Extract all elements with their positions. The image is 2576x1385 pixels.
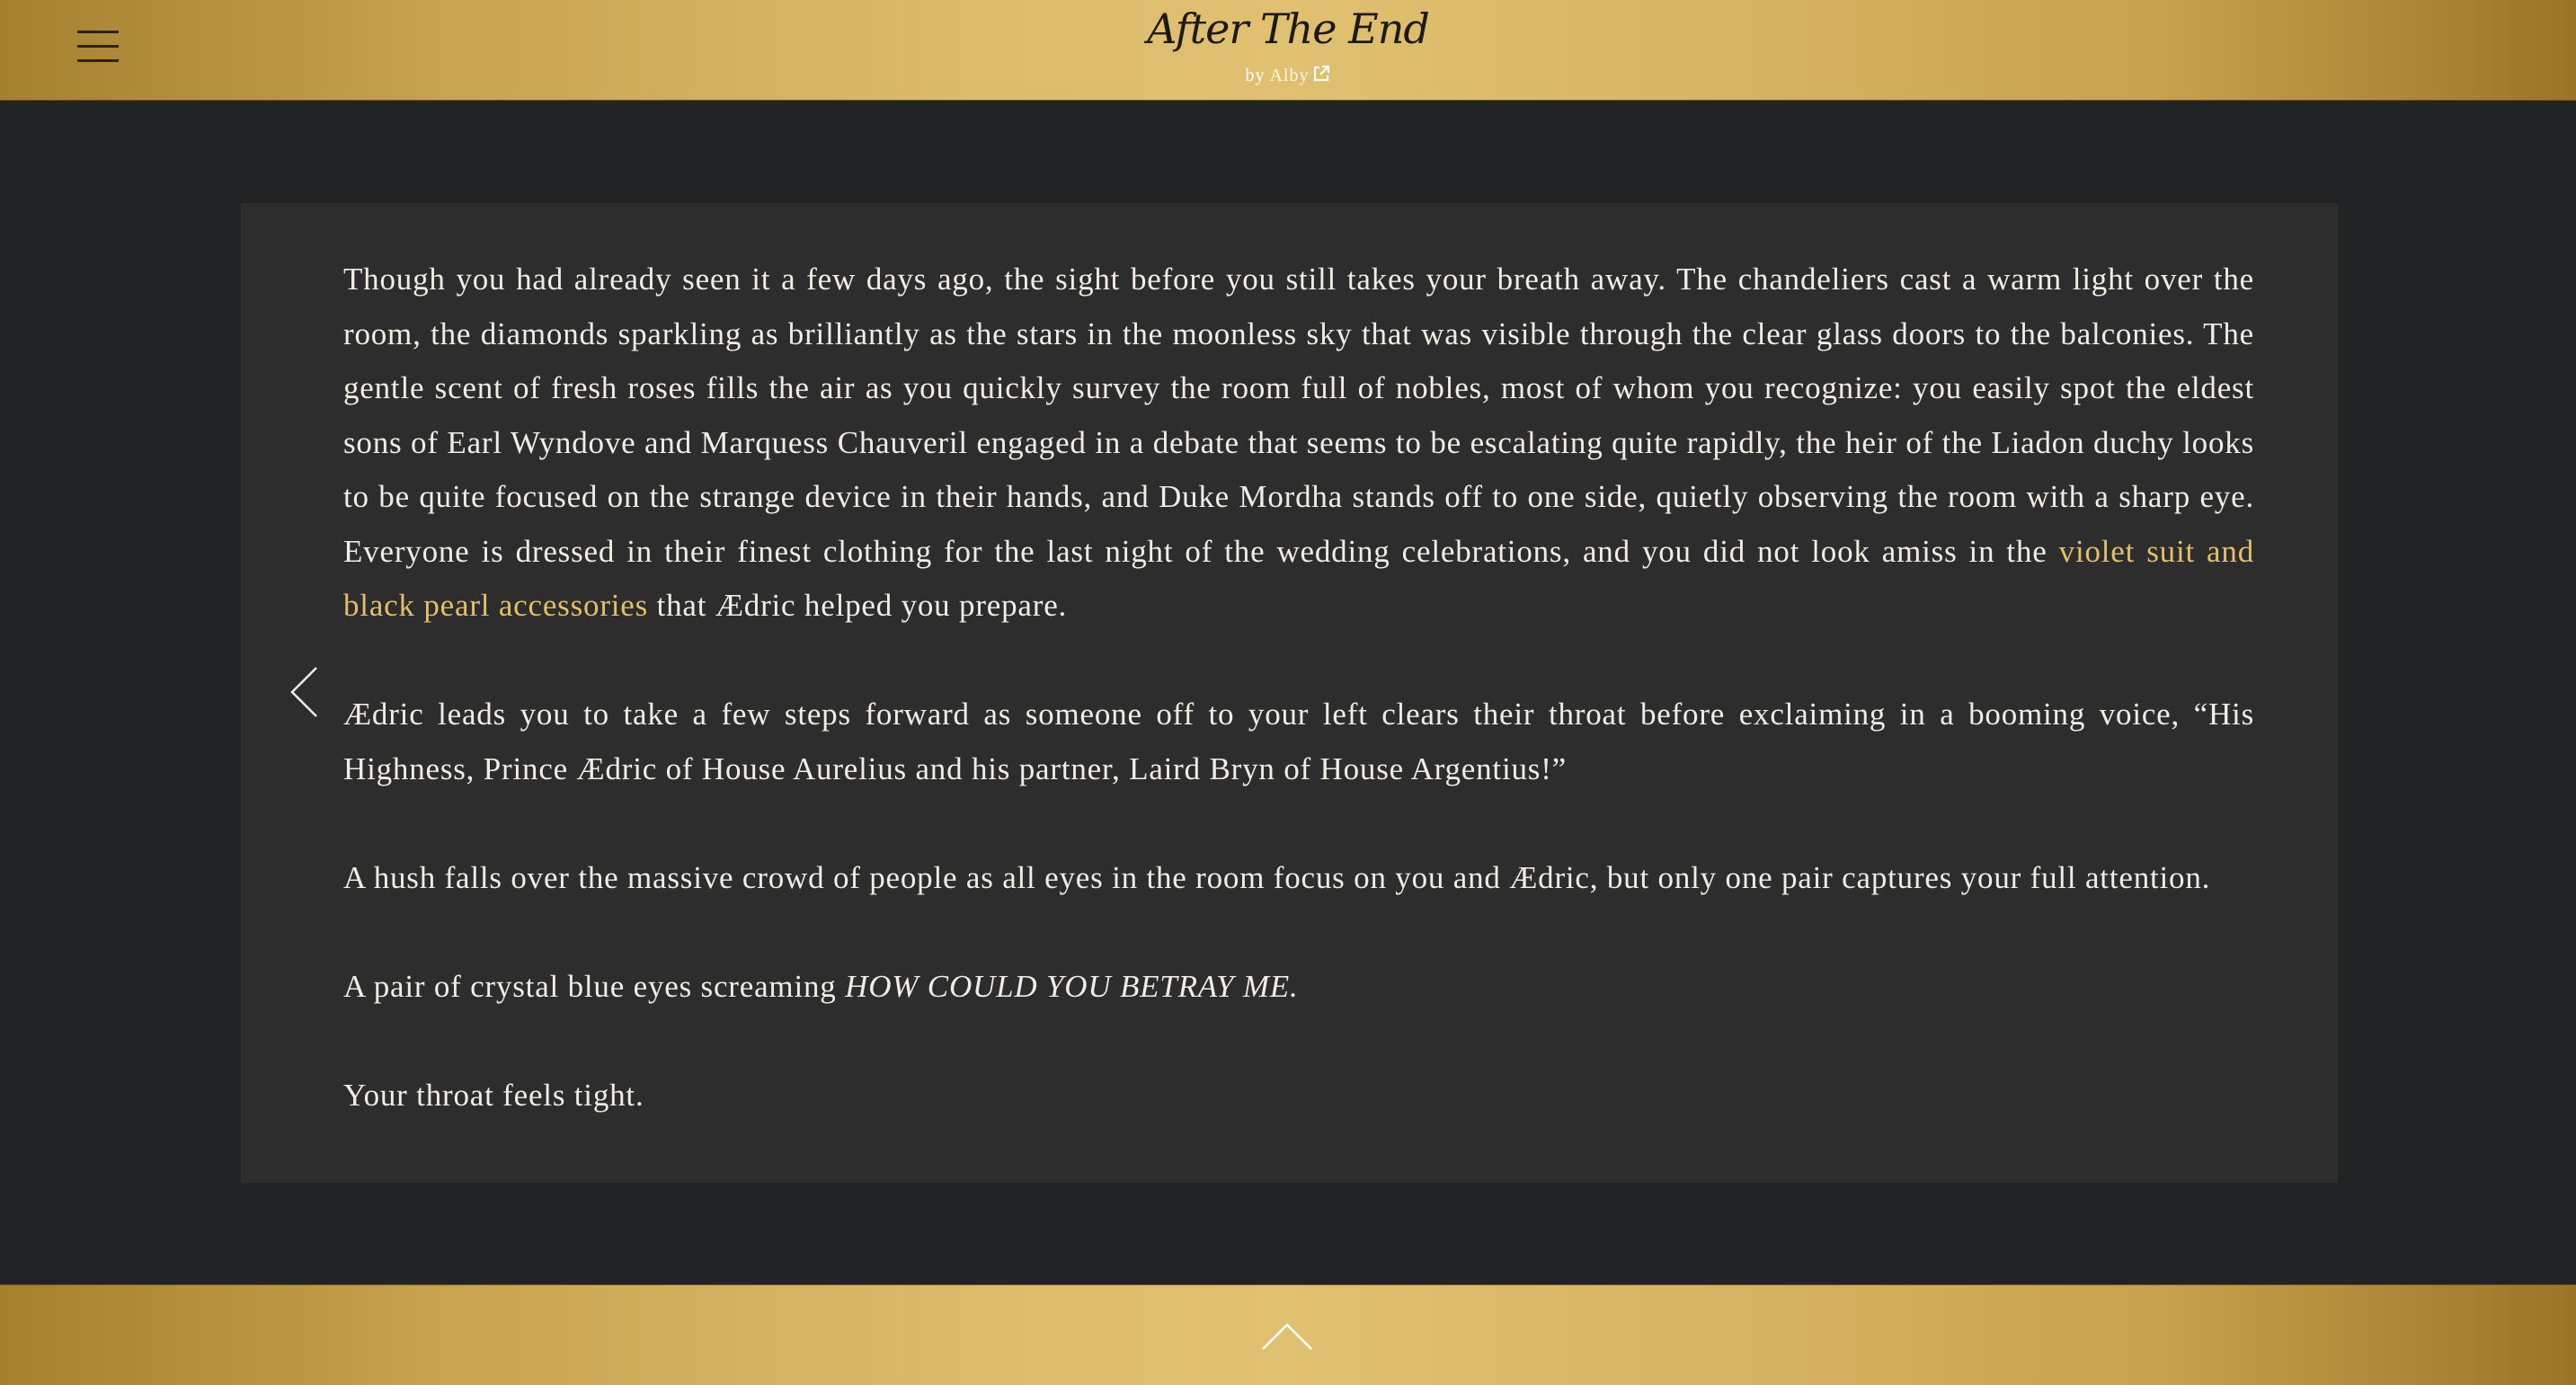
- byline: [0, 63, 2576, 88]
- paragraph-text: Though you had already seen it a few days ago, the sight before you still takes your breath away. The chandeliers cast a warm light over the room, the diamonds sparkling as brilliantly as the stars in the moonless sky that was visible through the clear glass doors to the balconies. The gentle scent of fresh roses fills the air as you quickly survey the room full of nobles, most of whom you recognize: you easily spot the eldest sons of Earl Wyndove and Marquess Chauveril engaged in a debate that seems to be escalating quite rapidly, the heir of the Liadon duchy looks to be quite focused on the strange device in their hands, and Duke Mordha stands off to one side, quietly observing the room with a sharp eye. Everyone is dressed in their finest clothing for the last night of the wedding celebrations, and you did not look amiss in the: [343, 262, 2254, 569]
- header-bar: [0, 0, 2576, 101]
- paragraph-text: that Ædric helped you prepare.: [648, 588, 1068, 623]
- chevron-up-icon[interactable]: [1260, 1321, 1314, 1352]
- story-paragraph: Your throat feels tight.: [343, 1077, 644, 1113]
- story-paragraph: A hush falls over the massive crowd of people as all eyes in the room focus on you and Ædric, but only one pair captures your full attention.: [343, 859, 2211, 895]
- emphasized-text: HOW COULD YOU BETRAY ME.: [845, 968, 1299, 1004]
- menu-line: [77, 59, 119, 62]
- story-paragraph: Ædric leads you to take a few steps forward as someone off to your left clears their throat before exclaiming in a booming voice, “His Highness, Prince Ædric of House Aurelius and his partner, Laird Bryn of House Argentius!”: [343, 697, 2254, 786]
- story-text: [343, 253, 2254, 1123]
- by-label: by: [1245, 66, 1266, 85]
- story-title: After The End: [1147, 4, 1429, 53]
- outfit-link[interactable]: violet suit and black pearl accessories: [343, 533, 2254, 623]
- paragraph-text: A pair of crystal blue eyes screaming: [343, 968, 846, 1004]
- story-paragraph: [343, 253, 2254, 634]
- author-link[interactable]: Alby: [1269, 66, 1310, 85]
- story-paragraph: [343, 960, 2254, 1015]
- external-link-icon[interactable]: [1312, 65, 1330, 83]
- chevron-left-icon[interactable]: [288, 665, 320, 719]
